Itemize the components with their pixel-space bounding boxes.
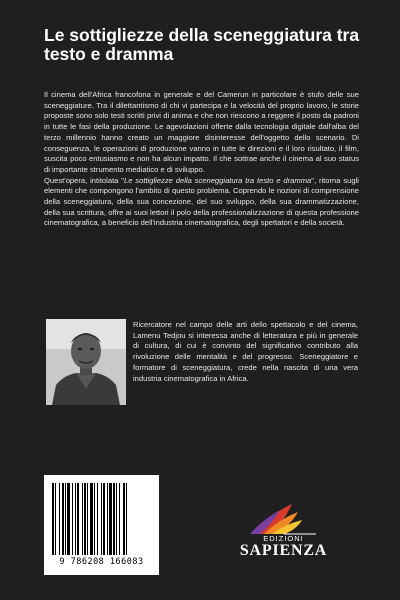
barcode-bar bbox=[90, 483, 93, 555]
barcode-bar bbox=[101, 483, 102, 555]
barcode-bar bbox=[52, 483, 54, 555]
author-portrait-image bbox=[46, 319, 126, 405]
author-photo bbox=[46, 319, 126, 405]
description-p2-title: Le sottigliezze della sceneggiatura tra testo e dramma bbox=[123, 175, 312, 185]
barcode-bar bbox=[82, 483, 83, 555]
barcode-bar bbox=[87, 483, 88, 555]
barcode-bar bbox=[55, 483, 56, 555]
publisher-name: SAPIENZA bbox=[239, 542, 328, 559]
barcode-bars bbox=[44, 475, 159, 557]
description-paragraph-1: Il cinema dell'Africa francofona in generale e del Camerun in particolare è stufo delle sue sceneggiature. Tra il dilettantismo di chi vi partecipa e la velocità del proprio lavoro, le storie proposte sono solo testi scritti privi di anima e che non riescono a reggere il posto da padroni in tutte le fasi della produzione. Le agevolazioni offerte dalla tecnologia digitale dall'alba del terzo millennio hanno creato un maggiore disinteresse dell'oggetto dello scenario. Di conseguenza, le operazioni di produzione vanno in tutte le direzioni e il loro risultato, il film, suscita poco entusiasmo e non ha alcun impatto. Il che sottrae anche il cinema al suo status di importante strumento mediatico e di sviluppo. bbox=[44, 90, 359, 174]
isbn-digits: 9 786208 166083 bbox=[59, 557, 144, 567]
isbn-barcode bbox=[44, 475, 159, 575]
barcode-bar bbox=[119, 483, 120, 555]
barcode-bar bbox=[59, 483, 60, 555]
barcode-bar bbox=[109, 483, 112, 555]
feather-book-icon bbox=[236, 500, 331, 536]
barcode-bar bbox=[94, 483, 95, 555]
publisher-logo bbox=[236, 500, 331, 580]
book-description bbox=[44, 90, 359, 229]
barcode-bar bbox=[107, 483, 108, 555]
barcode-bar bbox=[126, 483, 127, 555]
barcode-bar bbox=[103, 483, 105, 555]
barcode-bar bbox=[84, 483, 86, 555]
barcode-bar bbox=[97, 483, 98, 555]
author-bio: Ricercatore nel campo delle arti dello spettacolo e del cinema, Lamenu Tedjou si interessa anche di letteratura e più in generale di cultura, di cui è convinto del significativo contributo alla rivoluzione delle mentalità e del progresso. Sceneggiatore e formatore di sceneggiatura, crede nella nascita di una vera industria cinematografica in Africa. bbox=[133, 320, 358, 383]
barcode-bar bbox=[72, 483, 73, 555]
barcode-bar bbox=[62, 483, 64, 555]
book-title: Le sottigliezze della sceneggiatura tra testo e dramma bbox=[44, 25, 360, 64]
barcode-bar bbox=[123, 483, 125, 555]
barcode-bar bbox=[75, 483, 76, 555]
barcode-bar bbox=[67, 483, 70, 555]
publisher-subtitle: EDIZIONI bbox=[263, 534, 304, 543]
description-p2-start: Quest'opera, intitolata " bbox=[44, 175, 124, 185]
barcode-bar bbox=[77, 483, 79, 555]
barcode-bar bbox=[116, 483, 117, 555]
barcode-bar bbox=[65, 483, 66, 555]
description-p2-end: ", ritorna sugli elementi che compongono l'ambito di questo problema. Coprendo le nozioni di comprensione della sceneggiatura, della sua concezione, del suo sviluppo, della sua drammatizzazione, della sua scrittura, offre ai suoi lettori il polo della professionalizzazione di questa professione cinematografica, a beneficio dell'industria cinematografica, degli spettatori e della società. bbox=[44, 175, 359, 228]
description-paragraph-2 bbox=[44, 176, 359, 230]
barcode-bar bbox=[113, 483, 115, 555]
